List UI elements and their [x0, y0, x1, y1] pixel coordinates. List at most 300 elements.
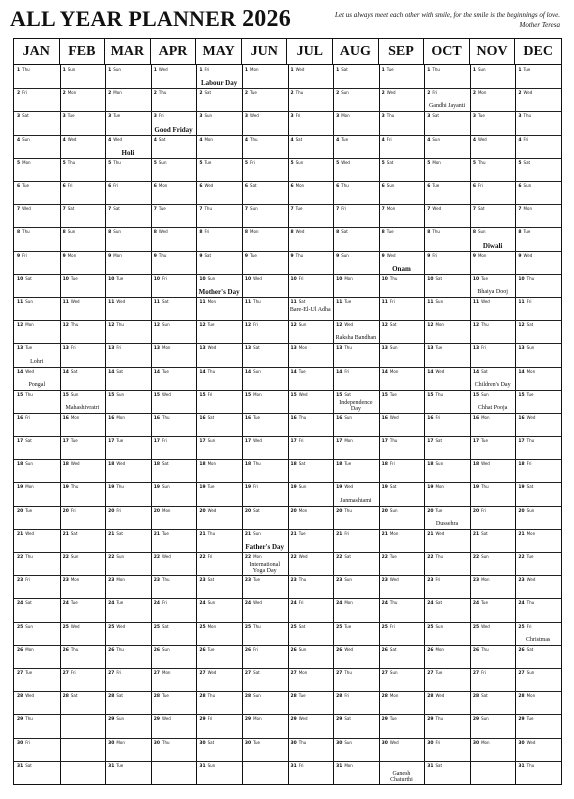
day-cell[interactable] — [108, 299, 125, 305]
day-cell[interactable] — [154, 276, 167, 282]
day-cell[interactable] — [17, 600, 32, 606]
day-cell[interactable] — [473, 600, 488, 606]
day-cell[interactable] — [382, 369, 399, 375]
day-cell[interactable] — [382, 160, 394, 166]
day-cell[interactable] — [518, 531, 535, 537]
day-cell[interactable] — [63, 647, 79, 653]
day-cell[interactable] — [245, 160, 255, 166]
day-cell[interactable] — [336, 693, 349, 699]
day-cell[interactable] — [518, 345, 534, 351]
day-cell[interactable] — [154, 67, 168, 73]
day-cell[interactable] — [473, 113, 485, 119]
day-cell[interactable] — [108, 160, 121, 166]
day-cell[interactable] — [427, 206, 441, 212]
day-cell[interactable] — [427, 531, 444, 537]
day-cell[interactable] — [199, 276, 215, 282]
day-cell[interactable] — [108, 345, 121, 351]
day-cell[interactable] — [63, 600, 78, 606]
day-cell[interactable] — [199, 763, 215, 769]
day-cell[interactable] — [518, 600, 534, 606]
day-cell[interactable] — [108, 113, 120, 119]
day-cell[interactable] — [291, 461, 306, 467]
day-cell[interactable] — [382, 508, 398, 514]
day-cell[interactable] — [336, 67, 348, 73]
day-cell[interactable] — [291, 369, 306, 375]
day-cell[interactable] — [291, 693, 306, 699]
day-cell[interactable] — [427, 160, 441, 166]
day-cell[interactable] — [17, 647, 34, 653]
day-cell[interactable] — [154, 183, 168, 189]
day-cell[interactable] — [63, 322, 79, 328]
day-cell[interactable] — [473, 693, 488, 699]
day-cell[interactable] — [63, 369, 78, 375]
day-cell[interactable] — [427, 693, 444, 699]
day-cell[interactable] — [473, 415, 490, 421]
day-cell[interactable] — [199, 299, 216, 305]
day-cell[interactable] — [291, 322, 307, 328]
day-cell[interactable] — [518, 763, 534, 769]
day-cell[interactable] — [154, 438, 167, 444]
day-cell[interactable] — [17, 253, 27, 259]
day-cell[interactable] — [473, 229, 486, 235]
day-cell[interactable] — [382, 716, 397, 722]
day-cell[interactable] — [427, 647, 444, 653]
day-cell[interactable] — [382, 484, 397, 490]
day-cell[interactable] — [382, 600, 398, 606]
day-cell[interactable] — [473, 276, 488, 282]
day-cell[interactable] — [382, 253, 396, 259]
day-cell[interactable] — [382, 461, 395, 467]
day-cell[interactable] — [154, 369, 169, 375]
day-cell[interactable] — [382, 577, 399, 583]
day-cell[interactable] — [382, 392, 397, 398]
day-cell[interactable] — [108, 531, 123, 537]
day-cell[interactable] — [154, 253, 167, 259]
day-cell[interactable] — [108, 67, 121, 73]
day-cell[interactable] — [17, 438, 32, 444]
day-cell[interactable] — [154, 693, 169, 699]
day-cell[interactable] — [291, 299, 306, 305]
day-cell[interactable] — [17, 299, 33, 305]
day-cell[interactable] — [336, 392, 351, 398]
day-cell[interactable] — [245, 206, 258, 212]
day-cell[interactable] — [336, 624, 351, 630]
day-cell[interactable] — [382, 693, 399, 699]
day-cell[interactable] — [63, 345, 76, 351]
day-cell[interactable] — [291, 345, 308, 351]
day-cell[interactable] — [17, 369, 34, 375]
day-cell[interactable] — [473, 508, 486, 514]
day-cell[interactable] — [245, 624, 261, 630]
day-cell[interactable] — [291, 716, 308, 722]
day-cell[interactable] — [154, 577, 170, 583]
day-cell[interactable] — [199, 624, 216, 630]
day-cell[interactable] — [154, 113, 164, 119]
day-cell[interactable] — [518, 693, 535, 699]
day-cell[interactable] — [291, 554, 308, 560]
day-cell[interactable] — [427, 624, 443, 630]
day-cell[interactable] — [427, 392, 443, 398]
day-cell[interactable] — [336, 740, 352, 746]
day-cell[interactable] — [63, 113, 75, 119]
day-cell[interactable] — [336, 90, 349, 96]
day-cell[interactable] — [518, 392, 533, 398]
day-cell[interactable] — [199, 438, 215, 444]
day-cell[interactable] — [63, 392, 79, 398]
day-cell[interactable] — [63, 67, 76, 73]
day-cell[interactable] — [199, 67, 209, 73]
day-cell[interactable] — [473, 554, 489, 560]
day-cell[interactable] — [382, 183, 395, 189]
day-cell[interactable] — [427, 484, 444, 490]
day-cell[interactable] — [291, 600, 304, 606]
day-cell[interactable] — [291, 577, 307, 583]
day-cell[interactable] — [473, 461, 490, 467]
day-cell[interactable] — [427, 438, 442, 444]
day-cell[interactable] — [17, 763, 32, 769]
day-cell[interactable] — [17, 624, 33, 630]
day-cell[interactable] — [245, 716, 262, 722]
day-cell[interactable] — [473, 438, 488, 444]
day-cell[interactable] — [154, 484, 170, 490]
day-cell[interactable] — [473, 484, 489, 490]
day-cell[interactable] — [291, 438, 304, 444]
day-cell[interactable] — [108, 438, 123, 444]
day-cell[interactable] — [245, 113, 259, 119]
day-cell[interactable] — [154, 392, 171, 398]
day-cell[interactable] — [518, 577, 535, 583]
day-cell[interactable] — [427, 299, 443, 305]
day-cell[interactable] — [245, 183, 257, 189]
day-cell[interactable] — [154, 647, 170, 653]
day-cell[interactable] — [199, 137, 213, 143]
day-cell[interactable] — [382, 647, 397, 653]
day-cell[interactable] — [382, 415, 399, 421]
day-cell[interactable] — [382, 554, 397, 560]
day-cell[interactable] — [473, 206, 485, 212]
day-cell[interactable] — [63, 299, 80, 305]
day-cell[interactable] — [427, 577, 440, 583]
day-cell[interactable] — [108, 508, 121, 514]
day-cell[interactable] — [108, 716, 124, 722]
day-cell[interactable] — [17, 531, 34, 537]
day-cell[interactable] — [17, 160, 31, 166]
day-cell[interactable] — [154, 206, 166, 212]
day-cell[interactable] — [427, 322, 444, 328]
day-cell[interactable] — [63, 577, 80, 583]
day-cell[interactable] — [427, 716, 443, 722]
day-cell[interactable] — [17, 113, 29, 119]
day-cell[interactable] — [427, 740, 440, 746]
day-cell[interactable] — [291, 276, 304, 282]
day-cell[interactable] — [336, 345, 352, 351]
day-cell[interactable] — [245, 600, 262, 606]
day-cell[interactable] — [382, 624, 395, 630]
day-cell[interactable] — [336, 647, 353, 653]
day-cell[interactable] — [518, 670, 534, 676]
day-cell[interactable] — [108, 600, 123, 606]
day-cell[interactable] — [427, 276, 442, 282]
day-cell[interactable] — [473, 716, 489, 722]
day-cell[interactable] — [518, 229, 530, 235]
day-cell[interactable] — [518, 67, 530, 73]
day-cell[interactable] — [518, 90, 532, 96]
day-cell[interactable] — [199, 369, 215, 375]
day-cell[interactable] — [17, 322, 34, 328]
day-cell[interactable] — [17, 508, 32, 514]
day-cell[interactable] — [473, 369, 488, 375]
day-cell[interactable] — [245, 740, 260, 746]
day-cell[interactable] — [108, 392, 124, 398]
day-cell[interactable] — [199, 415, 214, 421]
day-cell[interactable] — [63, 531, 78, 537]
day-cell[interactable] — [63, 253, 77, 259]
day-cell[interactable] — [245, 67, 259, 73]
day-cell[interactable] — [382, 137, 392, 143]
day-cell[interactable] — [427, 461, 443, 467]
day-cell[interactable] — [382, 206, 396, 212]
day-cell[interactable] — [17, 461, 33, 467]
day-cell[interactable] — [245, 577, 260, 583]
day-cell[interactable] — [427, 763, 442, 769]
day-cell[interactable] — [108, 693, 123, 699]
day-cell[interactable] — [291, 624, 306, 630]
day-cell[interactable] — [108, 624, 125, 630]
day-cell[interactable] — [17, 693, 34, 699]
day-cell[interactable] — [291, 67, 305, 73]
day-cell[interactable] — [427, 369, 444, 375]
day-cell[interactable] — [199, 253, 211, 259]
day-cell[interactable] — [518, 484, 533, 490]
day-cell[interactable] — [518, 438, 534, 444]
day-cell[interactable] — [17, 670, 32, 676]
day-cell[interactable] — [336, 554, 351, 560]
day-cell[interactable] — [199, 693, 215, 699]
day-cell[interactable] — [154, 461, 169, 467]
day-cell[interactable] — [108, 229, 121, 235]
day-cell[interactable] — [63, 276, 78, 282]
day-cell[interactable] — [291, 415, 307, 421]
day-cell[interactable] — [473, 577, 490, 583]
day-cell[interactable] — [154, 299, 169, 305]
day-cell[interactable] — [336, 137, 348, 143]
day-cell[interactable] — [473, 392, 489, 398]
day-cell[interactable] — [473, 253, 487, 259]
day-cell[interactable] — [336, 763, 353, 769]
day-cell[interactable] — [427, 137, 440, 143]
day-cell[interactable] — [245, 392, 262, 398]
day-cell[interactable] — [17, 345, 32, 351]
day-cell[interactable] — [199, 229, 209, 235]
day-cell[interactable] — [336, 253, 349, 259]
day-cell[interactable] — [245, 299, 261, 305]
day-cell[interactable] — [518, 113, 531, 119]
day-cell[interactable] — [108, 322, 124, 328]
day-cell[interactable] — [108, 253, 122, 259]
day-cell[interactable] — [108, 461, 125, 467]
day-cell[interactable] — [291, 740, 307, 746]
day-cell[interactable] — [336, 276, 353, 282]
day-cell[interactable] — [518, 322, 533, 328]
day-cell[interactable] — [17, 206, 31, 212]
day-cell[interactable] — [154, 322, 170, 328]
day-cell[interactable] — [199, 508, 216, 514]
day-cell[interactable] — [154, 716, 171, 722]
day-cell[interactable] — [245, 438, 262, 444]
day-cell[interactable] — [336, 577, 352, 583]
day-cell[interactable] — [245, 461, 261, 467]
day-cell[interactable] — [382, 670, 398, 676]
day-cell[interactable] — [427, 508, 442, 514]
day-cell[interactable] — [199, 554, 212, 560]
day-cell[interactable] — [199, 345, 216, 351]
day-cell[interactable] — [245, 229, 259, 235]
day-cell[interactable] — [518, 716, 533, 722]
day-cell[interactable] — [245, 484, 258, 490]
day-cell[interactable] — [518, 160, 530, 166]
day-cell[interactable] — [291, 113, 301, 119]
day-cell[interactable] — [291, 160, 304, 166]
day-cell[interactable] — [473, 531, 488, 537]
day-cell[interactable] — [199, 90, 211, 96]
day-cell[interactable] — [518, 740, 535, 746]
day-cell[interactable] — [154, 160, 167, 166]
day-cell[interactable] — [382, 740, 399, 746]
day-cell[interactable] — [245, 415, 260, 421]
day-cell[interactable] — [291, 647, 307, 653]
day-cell[interactable] — [63, 160, 76, 166]
day-cell[interactable] — [245, 554, 262, 560]
day-cell[interactable] — [336, 438, 353, 444]
day-cell[interactable] — [63, 693, 78, 699]
day-cell[interactable] — [382, 438, 398, 444]
day-cell[interactable] — [63, 438, 78, 444]
day-cell[interactable] — [518, 253, 532, 259]
day-cell[interactable] — [108, 137, 122, 143]
day-cell[interactable] — [199, 647, 214, 653]
day-cell[interactable] — [199, 670, 216, 676]
day-cell[interactable] — [199, 392, 212, 398]
day-cell[interactable] — [154, 670, 171, 676]
day-cell[interactable] — [199, 716, 212, 722]
day-cell[interactable] — [518, 206, 532, 212]
day-cell[interactable] — [154, 137, 166, 143]
day-cell[interactable] — [17, 67, 30, 73]
day-cell[interactable] — [382, 531, 399, 537]
day-cell[interactable] — [382, 299, 395, 305]
day-cell[interactable] — [473, 90, 487, 96]
day-cell[interactable] — [63, 206, 75, 212]
day-cell[interactable] — [199, 740, 214, 746]
day-cell[interactable] — [245, 647, 258, 653]
day-cell[interactable] — [154, 508, 171, 514]
day-cell[interactable] — [154, 229, 168, 235]
day-cell[interactable] — [154, 624, 169, 630]
day-cell[interactable] — [473, 183, 483, 189]
day-cell[interactable] — [154, 345, 171, 351]
day-cell[interactable] — [17, 577, 30, 583]
day-cell[interactable] — [291, 531, 306, 537]
day-cell[interactable] — [63, 415, 80, 421]
day-cell[interactable] — [473, 345, 486, 351]
day-cell[interactable] — [63, 508, 76, 514]
day-cell[interactable] — [427, 90, 437, 96]
day-cell[interactable] — [518, 508, 534, 514]
day-cell[interactable] — [291, 90, 304, 96]
day-cell[interactable] — [336, 484, 353, 490]
day-cell[interactable] — [382, 345, 398, 351]
day-cell[interactable] — [63, 137, 77, 143]
day-cell[interactable] — [473, 299, 490, 305]
day-cell[interactable] — [427, 253, 437, 259]
day-cell[interactable] — [336, 461, 351, 467]
day-cell[interactable] — [427, 229, 440, 235]
day-cell[interactable] — [63, 484, 79, 490]
day-cell[interactable] — [108, 763, 123, 769]
day-cell[interactable] — [473, 740, 490, 746]
day-cell[interactable] — [473, 67, 486, 73]
day-cell[interactable] — [17, 276, 32, 282]
day-cell[interactable] — [382, 229, 394, 235]
day-cell[interactable] — [17, 484, 34, 490]
day-cell[interactable] — [291, 206, 303, 212]
day-cell[interactable] — [291, 253, 304, 259]
day-cell[interactable] — [108, 554, 124, 560]
day-cell[interactable] — [154, 90, 167, 96]
day-cell[interactable] — [291, 392, 308, 398]
day-cell[interactable] — [245, 253, 257, 259]
day-cell[interactable] — [291, 670, 308, 676]
day-cell[interactable] — [199, 531, 215, 537]
day-cell[interactable] — [336, 229, 348, 235]
day-cell[interactable] — [473, 647, 489, 653]
day-cell[interactable] — [382, 276, 398, 282]
day-cell[interactable] — [427, 183, 439, 189]
day-cell[interactable] — [17, 554, 33, 560]
day-cell[interactable] — [427, 113, 439, 119]
day-cell[interactable] — [108, 369, 123, 375]
day-cell[interactable] — [17, 740, 30, 746]
day-cell[interactable] — [63, 90, 77, 96]
day-cell[interactable] — [154, 554, 171, 560]
day-cell[interactable] — [17, 229, 30, 235]
day-cell[interactable] — [518, 183, 531, 189]
day-cell[interactable] — [108, 90, 122, 96]
day-cell[interactable] — [108, 484, 124, 490]
day-cell[interactable] — [291, 137, 303, 143]
day-cell[interactable] — [427, 345, 442, 351]
day-cell[interactable] — [245, 508, 260, 514]
day-cell[interactable] — [199, 322, 214, 328]
day-cell[interactable] — [427, 554, 443, 560]
day-cell[interactable] — [154, 740, 170, 746]
day-cell[interactable] — [199, 183, 213, 189]
day-cell[interactable] — [291, 229, 305, 235]
day-cell[interactable] — [63, 183, 73, 189]
day-cell[interactable] — [199, 461, 216, 467]
day-cell[interactable] — [518, 415, 535, 421]
day-cell[interactable] — [382, 322, 397, 328]
day-cell[interactable] — [336, 160, 350, 166]
day-cell[interactable] — [17, 415, 30, 421]
day-cell[interactable] — [518, 554, 533, 560]
day-cell[interactable] — [473, 624, 490, 630]
day-cell[interactable] — [245, 137, 258, 143]
day-cell[interactable] — [199, 600, 215, 606]
day-cell[interactable] — [336, 508, 352, 514]
day-cell[interactable] — [108, 577, 125, 583]
day-cell[interactable] — [427, 670, 442, 676]
